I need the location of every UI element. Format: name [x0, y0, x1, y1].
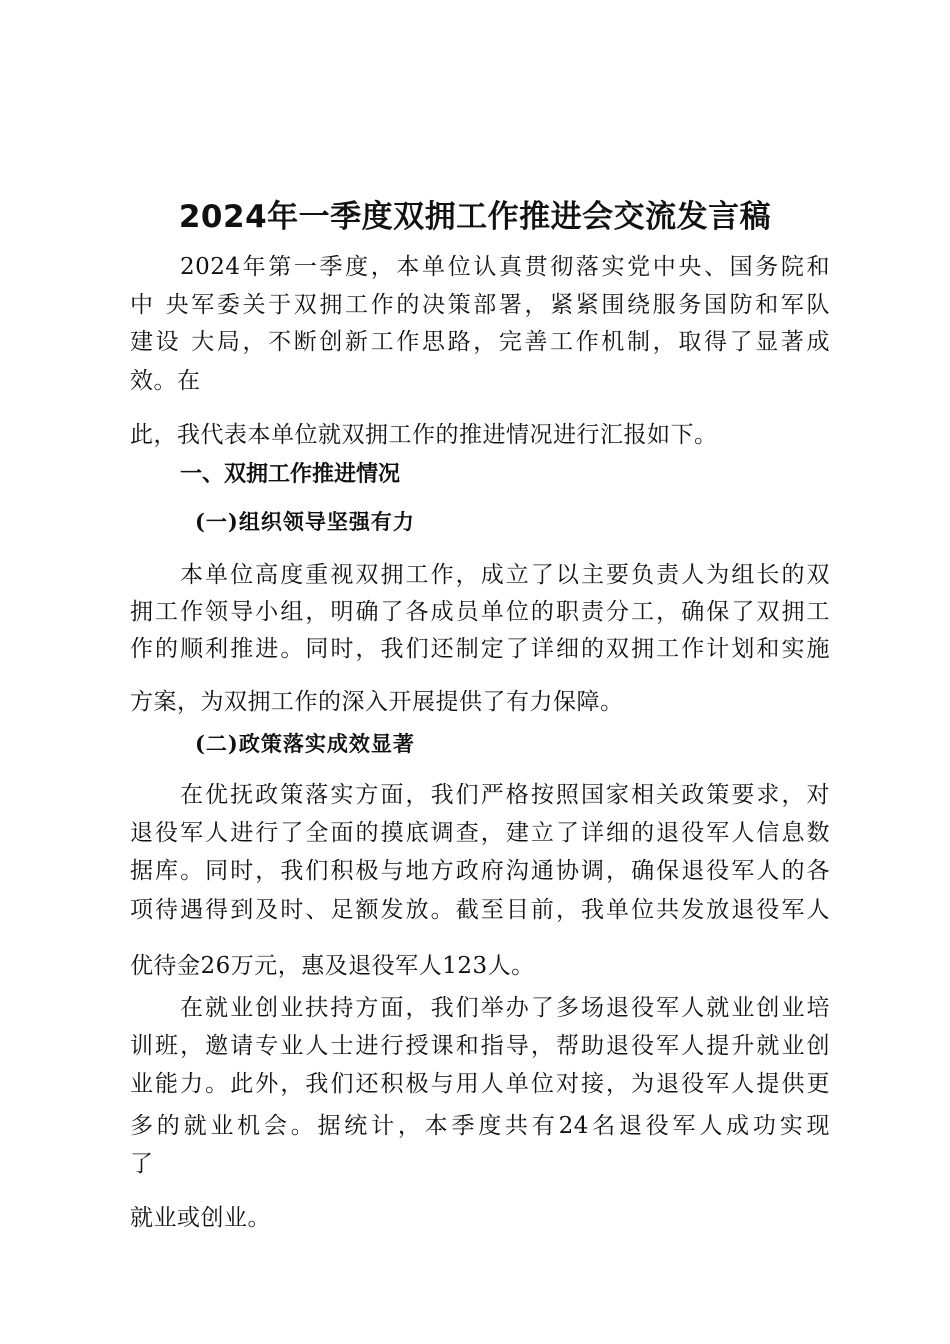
subsection-heading-1: (一)组织领导坚强有力	[195, 509, 415, 534]
intro-line-3: 建设 大局，不断创新工作思路，完善工作机制，取得了显著成	[130, 329, 830, 355]
sub1-line-1: 本单位高度重视双拥工作，成立了以主要负责人为组长的双	[180, 562, 830, 588]
sub1-line-4: 方案，为双拥工作的深入开展提供了有力保障。	[130, 689, 624, 715]
subsection-heading-2: (二)政策落实成效显著	[195, 731, 415, 756]
sub2-p2-line-2: 训班，邀请专业人士进行授课和指导，帮助退役军人提升就业创	[130, 1033, 830, 1059]
document-title: 2024年一季度双拥工作推进会交流发言稿	[178, 199, 772, 235]
intro-line-1: 2024年第一季度，本单位认真贯彻落实党中央、国务院和	[180, 254, 830, 280]
sub2-p2-line-4: 多的就业机会。据统计，本季度共有24名退役军人成功实现	[130, 1113, 830, 1139]
section-heading-1: 一、双拥工作推进情况	[180, 462, 401, 487]
sub1-line-2: 拥工作领导小组，明确了各成员单位的职责分工，确保了双拥工	[130, 599, 830, 625]
sub2-p1-line-2: 退役军人进行了全面的摸底调查，建立了详细的退役军人信息数	[130, 820, 830, 846]
intro-line-4: 效。在	[130, 368, 201, 394]
sub2-p2-line-3: 业能力。此外，我们还积极与用人单位对接，为退役军人提供更	[130, 1071, 830, 1097]
sub1-line-3: 作的顺利推进。同时，我们还制定了详细的双拥工作计划和实施	[130, 636, 830, 662]
sub2-p1-line-3: 据库。同时，我们积极与地方政府沟通协调，确保退役军人的各	[130, 858, 830, 884]
sub2-p2-line-6: 就业或创业。	[130, 1205, 271, 1231]
intro-line-5: 此，我代表本单位就双拥工作的推进情况进行汇报如下。	[130, 422, 718, 448]
intro-line-2: 中 央军委关于双拥工作的决策部署，紧紧围绕服务国防和军队	[130, 292, 830, 318]
sub2-p1-line-1: 在优抚政策落实方面，我们严格按照国家相关政策要求，对	[180, 782, 830, 808]
sub2-p2-line-1: 在就业创业扶持方面，我们举办了多场退役军人就业创业培	[180, 995, 830, 1021]
sub2-p2-line-5: 了	[130, 1151, 154, 1177]
sub2-p1-line-5: 优待金26万元，惠及退役军人123人。	[130, 953, 535, 979]
sub2-p1-line-4: 项待遇得到及时、足额发放。截至目前，我单位共发放退役军人	[130, 897, 830, 923]
